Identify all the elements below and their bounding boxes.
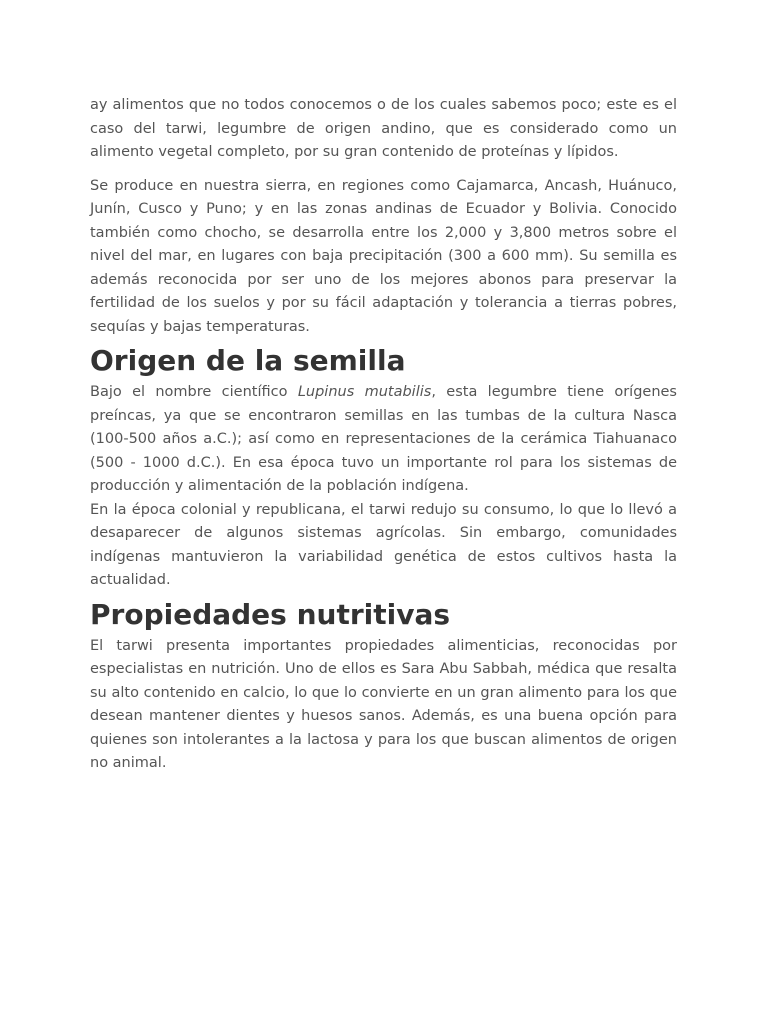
origen-paragraph-1 (90, 381, 677, 499)
origen-p1-after: , esta legumbre tiene orígenes preíncas, ya que se encontraron semillas en las tumbas de la cultura Nasca (100-500 años a.C.); así como en representaciones de la cerámica Tiahuanaco (500 - 1000 d.C.). En esa época tuvo un importante rol para los sistemas de producción y alimentación de la población indígena. (90, 384, 677, 494)
origen-paragraph-2: En la época colonial y republicana, el tarwi redujo su consumo, lo que lo llevó a desaparecer de algunos sistemas agrícolas. Sin embargo, comunidades indígenas mantuvieron la variabilidad genética de estos cultivos hasta la actualidad. (90, 501, 677, 588)
scientific-name: Lupinus mutabilis (297, 384, 432, 400)
section-heading-origen: Origen de la semilla (90, 344, 406, 377)
document-page (90, 94, 677, 776)
section-heading-propiedades: Propiedades nutritivas (90, 597, 451, 631)
intro-paragraph-2: Se produce en nuestra sierra, en regiones como Cajamarca, Ancash, Huánuco, Junín, Cusco y Puno; y en las zonas andinas de Ecuador y Bolivia. Conocido también como chocho, se desarrolla entre los 2,000 y 3,800 metros sobre el nivel del mar, en lugares con baja precipitación (300 a 600 mm). Su semilla es además reconocida por ser uno de los mejores abonos para preservar la fertilidad de los suelos y por su fácil adaptación y tolerancia a tierras pobres, sequías y bajas temperaturas. (90, 177, 677, 335)
propiedades-paragraph-1: El tarwi presenta importantes propiedades alimenticias, reconocidas por especialistas en nutrición. Uno de ellos es Sara Abu Sabbah, médica que resalta su alto contenido en calcio, lo que lo convierte en un gran alimento para los que desean mantener dientes y huesos sanos. Además, es una buena opción para quienes son intolerantes a la lactosa y para los que buscan alimentos de origen no animal. (90, 637, 677, 771)
origen-p1-before: Bajo el nombre científico (90, 384, 298, 400)
intro-paragraph-1: ay alimentos que no todos conocemos o de los cuales sabemos poco; este es el caso del tarwi, legumbre de origen andino, que es considerado como un alimento vegetal completo, por su gran contenido de proteínas y lípidos. (90, 97, 677, 160)
